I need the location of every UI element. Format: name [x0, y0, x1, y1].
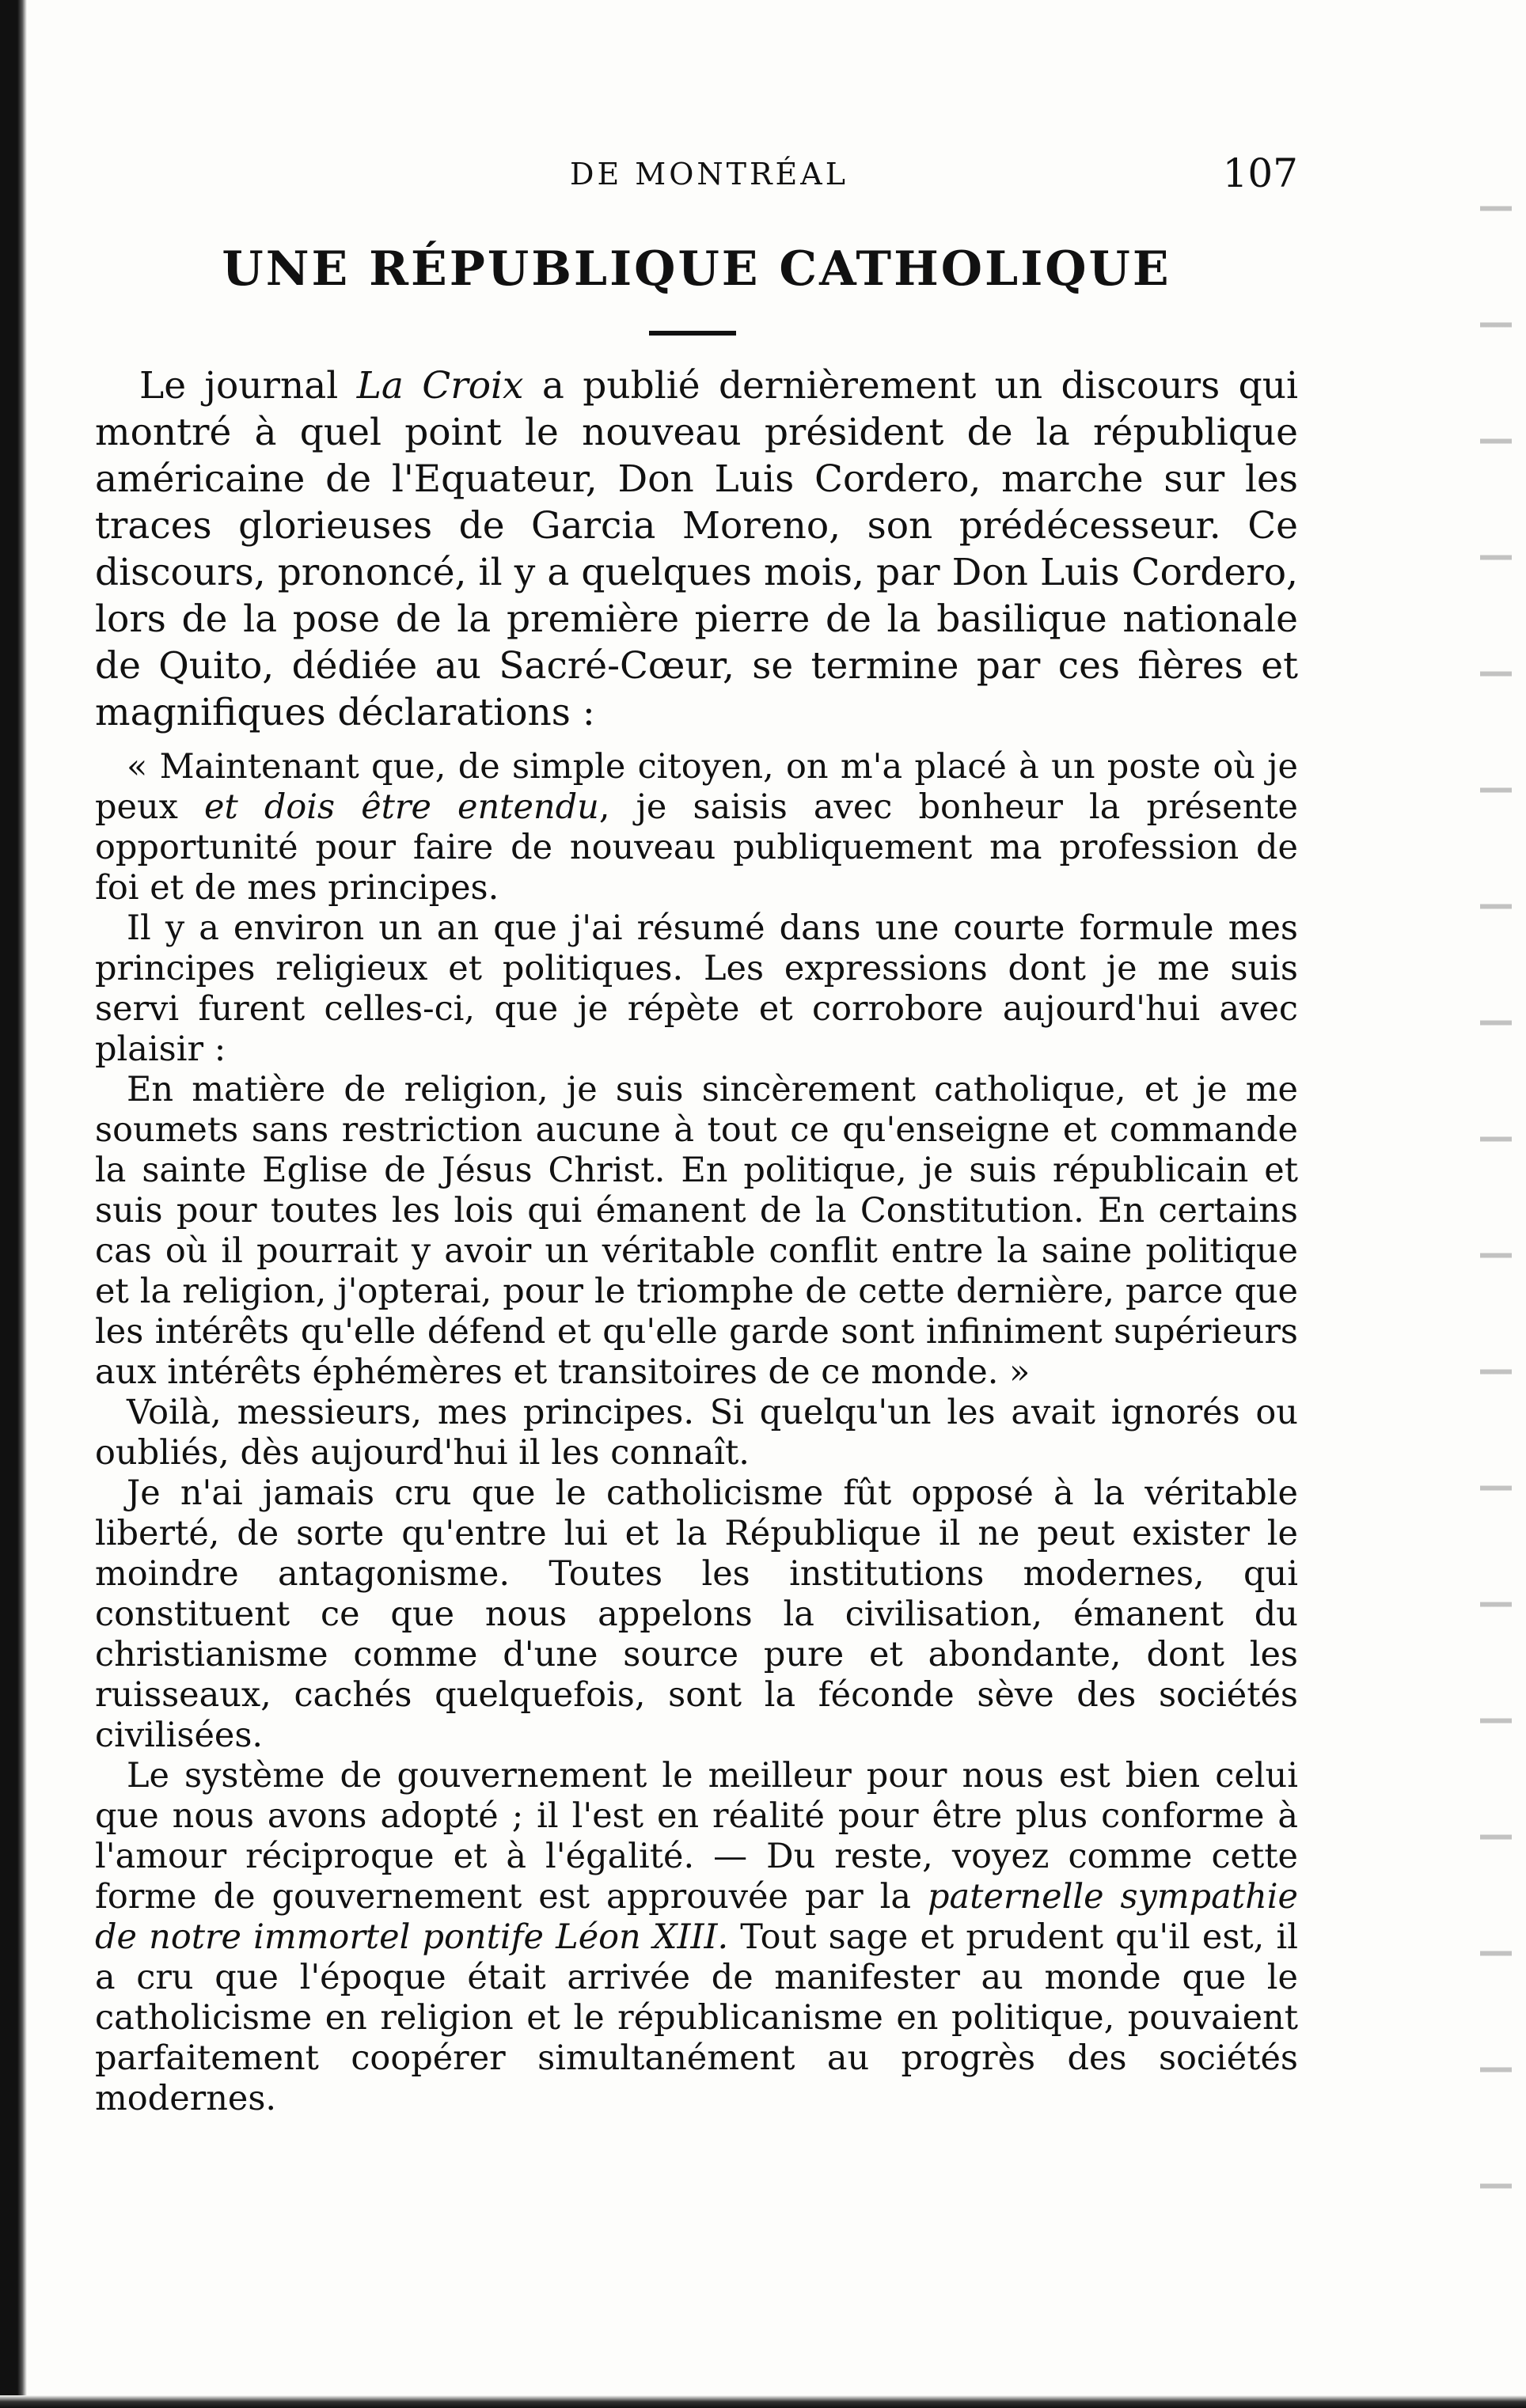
italic-phrase: et dois être entendu — [204, 787, 599, 827]
text-run: Tout sage et prudent qu'il est, il a cru que l'époque était arrivée de manifester au monde que le catholicisme en religion et le républicanisme en politique, pouvaient parfaitement coopérer simultanément au progrès des sociétés modernes. — [95, 1917, 1298, 2118]
quote-paragraph: Je n'ai jamais cru que le catholicisme fût opposé à la véritable liberté, de sorte qu'entre lui et la République il ne peut exister le moindre antagonisme. Toutes les institutions modernes, qui constituent ce que nous appelons la civilisation, émanent du christianisme comme d'une source pure et abondante, dont les ruisseaux, cachés quelquefois, sont la féconde sève des sociétés civilisées. — [95, 1473, 1298, 1755]
text-run: , je saisis avec bonheur la présente opportunité pour faire de nouveau publiquement ma profession de foi et de mes principes. — [95, 787, 1299, 908]
text-run: a publié dernièrement un discours qui montré à quel point le nouveau président de la république américaine de l'Equateur, Don Luis Cordero, marche sur les traces glorieuses de Garcia Moreno, son prédécesseur. Ce discours, prononcé, il y a quelques mois, par Don Luis Cordero, lors de la pose de la première pierre de la basilique nationale de Quito, dédiée au Sacré-Cœur, se termine par ces fières et magnifiques déclarations : — [95, 364, 1298, 734]
article-body — [95, 362, 1298, 2119]
quote-paragraph — [95, 1756, 1298, 2119]
text-run: Le système de gouvernement le meilleur pour nous est bien celui que nous avons adopté ; il l'est en réalité pour être plus conforme à l'amour réciproque et à l'égalité. — Du reste, voyez comme cette forme de gouvernement est approuvée par la — [95, 1756, 1298, 1917]
scan-margin-noise — [1480, 95, 1512, 2232]
title-rule — [649, 331, 736, 336]
intro-paragraph — [95, 362, 1298, 736]
text-run: Le journal — [139, 364, 357, 408]
quote-paragraph: En matière de religion, je suis sincèrement catholique, et je me soumets sans restriction aucune à tout ce qu'enseigne et commande la sainte Eglise de Jésus Christ. En politique, je suis républicain et suis pour toutes les lois qui émanent de la Constitution. En certains cas où il pourrait y avoir un véritable conflit entre la saine politique et la religion, j'opterai, pour le triomphe de cette dernière, parce que les intérêts qu'elle défend et qu'elle garde sont infiniment supérieurs aux intérêts éphémères et transitoires de ce monde. » — [95, 1070, 1298, 1392]
running-head — [95, 150, 1298, 206]
italic-phrase: paternelle sympathie de notre immortel pontife Léon XIII. — [95, 1877, 1298, 1957]
running-title: DE MONTRÉAL — [570, 157, 848, 192]
binding-shadow — [0, 0, 27, 2408]
quote-paragraph: Il y a environ un an que j'ai résumé dans une courte formule mes principes religieux et politiques. Les expressions dont je me suis servi furent celles-ci, que je répète et corrobore aujourd'hui avec plaisir : — [95, 908, 1298, 1069]
text-run: « Maintenant que, de simple citoyen, on m'a placé à un poste où je peux — [95, 747, 1298, 827]
article-title: UNE RÉPUBLIQUE CATHOLIQUE — [222, 241, 1171, 297]
page-number: 107 — [1222, 150, 1298, 196]
speech-quotation — [95, 747, 1298, 2119]
quote-paragraph — [95, 747, 1298, 908]
newspaper-name: La Croix — [356, 364, 524, 408]
page-bottom-edge — [0, 2395, 1526, 2408]
quote-paragraph: Voilà, messieurs, mes principes. Si quelqu'un les avait ignorés ou oubliés, dès aujourd'hui il les connaît. — [95, 1393, 1298, 1473]
